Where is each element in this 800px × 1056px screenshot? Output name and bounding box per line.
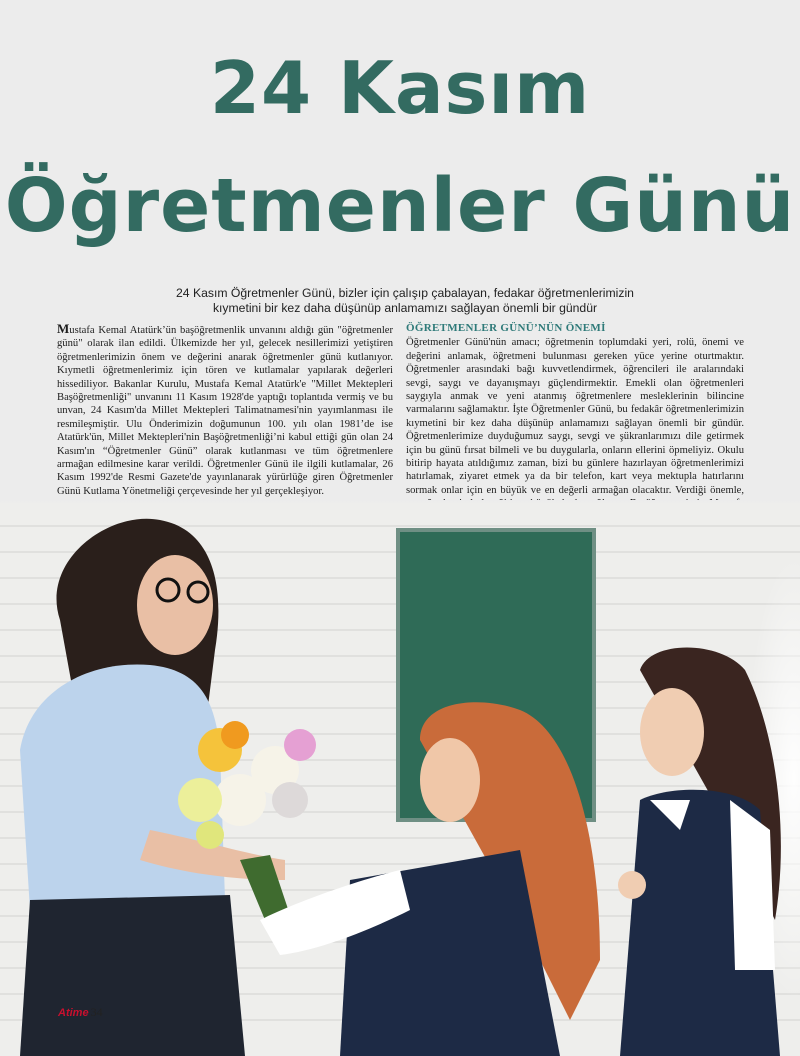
article-left-column <box>57 322 393 498</box>
page-number: 34 <box>90 1005 103 1019</box>
left-column-text: ustafa Kemal Atatürk’ün başöğretmenlik unvanını aldığı gün "öğretmenler günü" olarak ilan edildi. Ülkemizde her yıl, gelecek nesillerimizi yetiştiren öğretmenlerimizin önem ve değerini anarak öğretmenler günü kutlanıyor. Kıymetli öğretmenlerimiz için tören ve kutlamalar yapılarak değerleri hissediliyor. Bakanlar Kurulu, Mustafa Kemal Atatürk'e "Millet Mektepleri Başöğretmenliği" unvanını 11 Kasım 1928'de yaptığı toplantıda vermiş ve bu unvan, 24 Kasım'da Millet Mektepleri Talimatnamesi'nin yayımlanması ile resmileşmiştir. Ulu Önderimizin doğumunun 100. yılı olan 1981’de ise Atatürk'ün, Millet Mektepleri'nin Başöğretmenliği’ni kabul ettiği gün olan 24 Kasım'ın “Öğretmenler Günü” olarak kutlanması ve tüm öğretmenlere armağan edilmesine karar verildi. Öğretmenler Günü ile ilgili kutlamalar, 26 Kasım 1992'de Resmi Gazete'de yayınlanarak yürürlüğe giren Öğretmenler Günü Kutlama Yönetmeliği çerçevesinde her yıl gerçekleşiyor. <box>57 325 393 497</box>
teacher-students-photo <box>0 500 800 1056</box>
article-right-column <box>406 322 744 524</box>
right-column-text: Öğretmenler Günü'nün amacı; öğretmenin toplumdaki yeri, rolü, önemi ve değerini anlamak, öğretmeni bulunması gereken yüce yerine oturtmaktır. Öğretmenler arasındaki bağı kuvvetlendirmek, öğrencileri ile aralarındaki sevgi, saygı ve dayanışmayı güçlendirmektir. Emekli olan öğretmenleri saygıyla anmak ve yeni atanmış öğretmenlere mesleklerinin bilincine varmalarını sağlamaktır. İşte Öğretmenler Günü, bu fedakâr öğretmenlerimizin kıymetini bir kez daha düşünüp anlamamızı sağlayan önemli bir gündür. Öğretmenlerimize duyduğumuz saygı, sevgi ve şükranlarımızı dile getirmek için bu günü fırsat bilmeli ve bu duygularla, onların ellerini öpmeliyiz. Okulu bitirip hayata atıldığımız zaman, bizi bu günlere hazırlayan öğretmenlerimizi hatırlamak, ziyaret etmek ya da bir telefon, kart veya mektupla hatırlarını sormak onlar için en büyük ve en değerli armağan olacaktır. Verdiği önemle, <box>406 337 744 496</box>
photo-illustration <box>0 500 800 1056</box>
magazine-logo: Atime <box>58 1006 89 1019</box>
drop-cap: M <box>57 321 70 336</box>
page-title-line1: 24 Kasım <box>209 46 591 130</box>
section-heading: ÖĞRETMENLER GÜNÜ’NÜN ÖNEMİ <box>406 322 606 334</box>
subtitle-line1: 24 Kasım Öğretmenler Günü, bizler için çalışıp çabalayan, fedakar öğretmenlerimizin <box>176 286 634 300</box>
subtitle <box>170 286 640 316</box>
page-footer <box>58 1005 103 1020</box>
page-title-line2: Öğretmenler Günü <box>4 163 796 249</box>
subtitle-line2: kıymetini bir kez daha düşünüp anlamamızı sağlayan önemli bir gündür <box>212 301 598 315</box>
